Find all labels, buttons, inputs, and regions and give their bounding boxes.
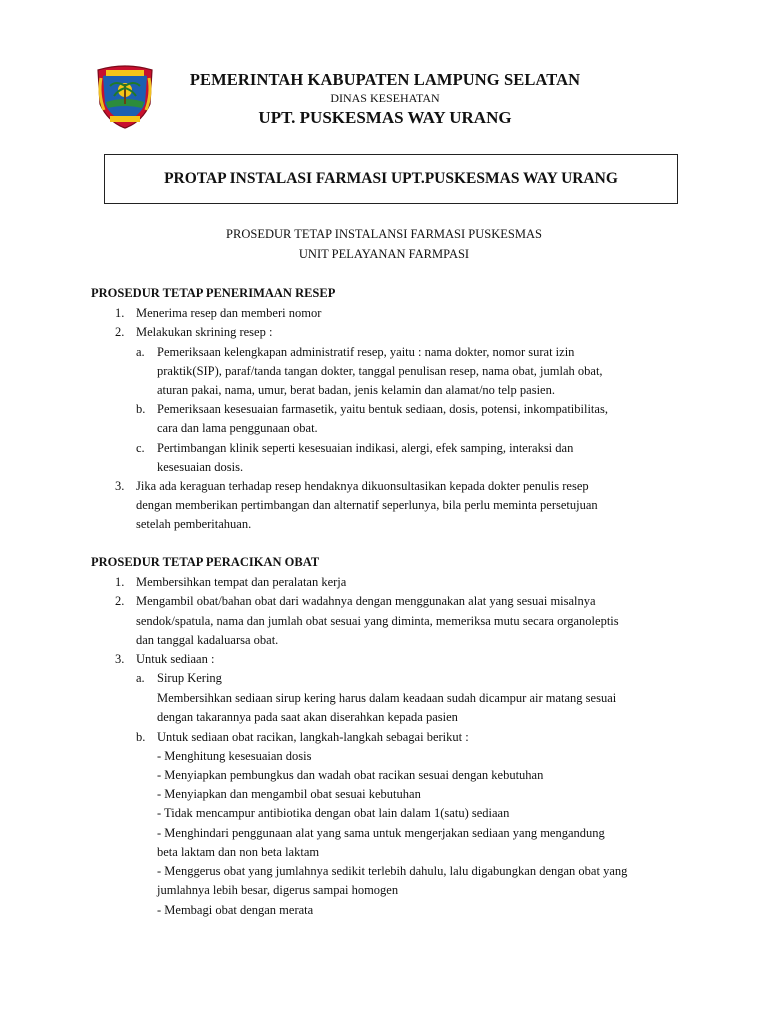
sublist-marker: a. bbox=[136, 345, 145, 359]
list-item-line: Mengambil obat/bahan obat dari wadahnya dengan menggunakan alat yang sesuai misalnya bbox=[136, 594, 596, 608]
list-item-text: Melakukan skrining resep : bbox=[136, 325, 273, 339]
step-line: - Menggerus obat yang jumlahnya sedikit terlebih dahulu, lalu digabungkan dengan obat yang bbox=[157, 864, 628, 878]
sublist-marker: a. bbox=[136, 671, 145, 685]
list-marker: 3. bbox=[115, 652, 125, 666]
list-marker: 3. bbox=[115, 479, 125, 493]
step-line: - Menyiapkan pembungkus dan wadah obat racikan sesuai dengan kebutuhan bbox=[157, 768, 544, 782]
step-line: - Menghindari penggunaan alat yang sama untuk mengerjakan sediaan yang mengandung bbox=[157, 826, 605, 840]
list-item-line: dengan memberikan pertimbangan dan alternatif seperlunya, bila perlu meminta persetujuan bbox=[136, 498, 598, 512]
list-item-text: Menerima resep dan memberi nomor bbox=[136, 306, 322, 320]
sublist-item-line: aturan pakai, nama, umur, berat badan, jenis kelamin dan alamat/no telp pasien. bbox=[157, 383, 555, 397]
list-item-text: Untuk sediaan : bbox=[136, 652, 215, 666]
document-title-box bbox=[104, 154, 678, 204]
step-line: - Menghitung kesesuaian dosis bbox=[157, 749, 312, 763]
step-line: - Menyiapkan dan mengambil obat sesuai kebutuhan bbox=[157, 787, 421, 801]
list-item-line: dan tanggal kadaluarsa obat. bbox=[136, 633, 279, 647]
section-heading-peracikan-obat: PROSEDUR TETAP PERACIKAN OBAT bbox=[91, 555, 320, 569]
header-department-name: DINAS KESEHATAN bbox=[330, 91, 440, 105]
sublist-marker: b. bbox=[136, 730, 146, 744]
document-title: PROTAP INSTALASI FARMASI UPT.PUSKESMAS WAY URANG bbox=[164, 170, 618, 187]
step-line: beta laktam dan non beta laktam bbox=[157, 845, 320, 859]
step-line: jumlahnya lebih besar, digerus sampai homogen bbox=[157, 883, 399, 897]
header-unit-name: UPT. PUSKESMAS WAY URANG bbox=[258, 108, 512, 127]
sublist-item-title: Untuk sediaan obat racikan, langkah-langkah sebagai berikut : bbox=[157, 730, 469, 744]
sublist-item-line: Membersihkan sediaan sirup kering harus dalam keadaan sudah dicampur air matang sesuai bbox=[157, 691, 617, 705]
regency-emblem-logo bbox=[92, 64, 158, 130]
sublist-item-line: Pemeriksaan kelengkapan administratif resep, yaitu : nama dokter, nomor surat izin bbox=[157, 345, 575, 359]
list-item-line: Jika ada keraguan terhadap resep hendaknya dikuonsultasikan kepada dokter penulis resep bbox=[136, 479, 589, 493]
list-marker: 1. bbox=[115, 306, 125, 320]
list-marker: 1. bbox=[115, 575, 125, 589]
section-heading-penerimaan-resep: PROSEDUR TETAP PENERIMAAN RESEP bbox=[91, 286, 336, 300]
sublist-item-line: cara dan lama penggunaan obat. bbox=[157, 421, 318, 435]
list-item-text: Membersihkan tempat dan peralatan kerja bbox=[136, 575, 347, 589]
list-item-line: sendok/spatula, nama dan jumlah obat sesuai yang diminta, memeriksa mutu secara organoleptis bbox=[136, 614, 619, 628]
subtitle-line-1: PROSEDUR TETAP INSTALANSI FARMASI PUSKESMAS bbox=[226, 227, 542, 241]
sublist-item-line: dengan takarannya pada saat akan diserahkan kepada pasien bbox=[157, 710, 458, 724]
sublist-item-line: Pemeriksaan kesesuaian farmasetik, yaitu bentuk sediaan, dosis, potensi, inkompatibilitas, bbox=[157, 402, 608, 416]
sublist-marker: c. bbox=[136, 441, 145, 455]
list-marker: 2. bbox=[115, 594, 125, 608]
sublist-item-title: Sirup Kering bbox=[157, 671, 222, 685]
sublist-item-line: praktik(SIP), paraf/tanda tangan dokter, tanggal penulisan resep, nama obat, jumlah obat, bbox=[157, 364, 603, 378]
subtitle-line-2: UNIT PELAYANAN FARMPASI bbox=[298, 247, 470, 261]
list-marker: 2. bbox=[115, 325, 125, 339]
header-government-name: PEMERINTAH KABUPATEN LAMPUNG SELATAN bbox=[189, 70, 581, 89]
sublist-item-line: kesesuaian dosis. bbox=[157, 460, 244, 474]
sublist-marker: b. bbox=[136, 402, 146, 416]
step-line: - Membagi obat dengan merata bbox=[157, 903, 314, 917]
step-line: - Tidak mencampur antibiotika dengan obat lain dalam 1(satu) sediaan bbox=[157, 806, 510, 820]
sublist-item-line: Pertimbangan klinik seperti kesesuaian indikasi, alergi, efek samping, interaksi dan bbox=[157, 441, 574, 455]
list-item-line: setelah pemberitahuan. bbox=[136, 517, 252, 531]
